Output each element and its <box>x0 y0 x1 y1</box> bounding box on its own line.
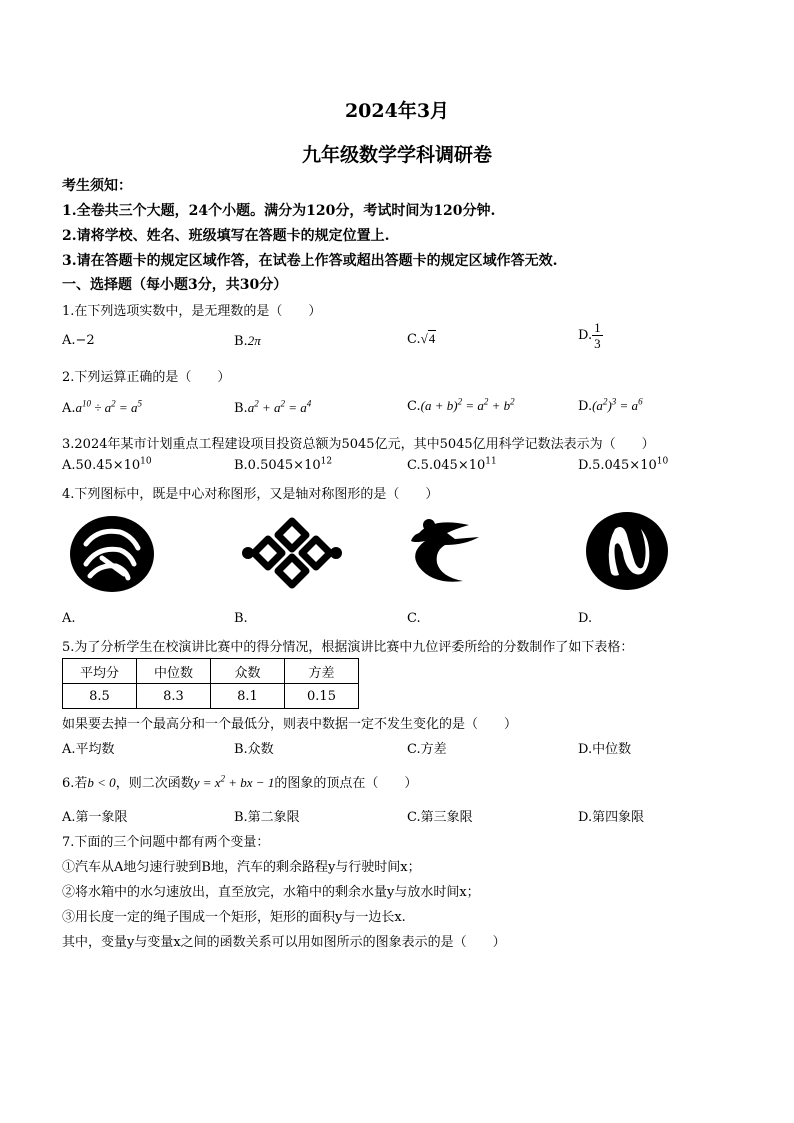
q6-option-a: A.第一象限 <box>62 810 128 825</box>
table-header: 平均分 <box>63 659 137 684</box>
q4-label-b: B. <box>234 611 248 626</box>
q4-stem: 4.下列图标中，既是中心对称图形，又是轴对称图形的是（ ） <box>62 487 439 502</box>
q1-option-d: D. $\frac{1}{3}$ <box>578 320 601 351</box>
table-cell: 8.3 <box>137 684 211 709</box>
q3-option-b: $B.0.5045\times 10^{12}$ <box>234 456 333 473</box>
q4-label-d: D. <box>578 611 593 626</box>
notice-item-1: 1.全卷共三个大题，24个小题。满分为120分，考试时间为120分钟. <box>62 203 496 219</box>
logo-d-icon <box>585 511 669 591</box>
q3-option-d: $D.5.045\times 10^{10}$ <box>578 456 669 473</box>
notice-heading: 考生须知： <box>62 178 132 194</box>
q2-option-a: $A.a^{10} \div a^2 = a^5$ <box>62 398 142 416</box>
score-table <box>62 658 359 709</box>
q7-question: 其中，变量y与变量x之间的函数关系可以用如图所示的图象表示的是（ ） <box>62 935 506 950</box>
q5-stem: 5.为了分析学生在校演讲比赛中的得分情况，根据演讲比赛中九位评委所给的分数制作了如下表格： <box>62 640 634 655</box>
q2-option-c: $C.(a + b)^2 = a^2 + b^2$ <box>407 396 515 414</box>
table-header: 方差 <box>285 659 359 684</box>
logo-a-icon <box>68 514 156 594</box>
q6-option-b: B.第二象限 <box>234 810 300 825</box>
notice-item-2: 2.请将学校、姓名、班级填写在答题卡的规定位置上. <box>62 228 390 244</box>
q2-option-b: $B.a^2 + a^2 = a^4$ <box>234 398 312 416</box>
q2-option-d: $D.(a^2)^3 = a^6$ <box>578 396 643 414</box>
q7-item-1: ①汽车从A地匀速行驶到B地，汽车的剩余路程y与行驶时间x； <box>62 860 421 875</box>
q1-option-c: C.√4 <box>407 331 436 347</box>
exam-title: 九年级数学学科调研卷 <box>301 144 492 166</box>
q5-follow: 如果要去掉一个最高分和一个最低分，则表中数据一定不发生变化的是（ ） <box>62 717 518 732</box>
table-header: 众数 <box>211 659 285 684</box>
q1-stem: 1.在下列选项实数中，是无理数的是（ ） <box>62 304 322 319</box>
table-cell: 8.5 <box>63 684 137 709</box>
q6-option-c: C.第三象限 <box>407 810 473 825</box>
q7-item-2: ②将水箱中的水匀速放出，直至放完，水箱中的剩余水量y与放水时间x； <box>62 885 480 900</box>
q5-option-c: C.方差 <box>407 742 447 757</box>
q4-label-a: A. <box>62 611 76 626</box>
exam-date: 2024年3月 <box>344 100 450 122</box>
q3-option-c: $C.5.045\times 10^{11}$ <box>407 456 497 473</box>
table-cell: 0.15 <box>285 684 359 709</box>
q7-stem: 7.下面的三个问题中都有两个变量： <box>62 835 270 850</box>
q3-stem: 3.2024年某市计划重点工程建设项目投资总额为5045亿元，其中5045亿用科学记数法表示为（ ） <box>62 437 655 452</box>
logo-c-icon <box>405 515 483 585</box>
q6-stem: 6.若b < 0，则二次函数$y = x^2$ + bx − 1的图象的顶点在（ ） <box>62 773 418 791</box>
q3-option-a: $A.50.45\times 10^{10}$ <box>62 456 152 473</box>
table-header: 中位数 <box>137 659 211 684</box>
q1-option-a: A.−2 <box>62 333 95 348</box>
q1-option-b: B.2π <box>234 333 261 349</box>
q2-stem: 2.下列运算正确的是（ ） <box>62 370 231 385</box>
q5-option-b: B.众数 <box>234 742 274 757</box>
table-cell: 8.1 <box>211 684 285 709</box>
notice-item-3: 3.请在答题卡的规定区域作答，在试卷上作答或超出答题卡的规定区域作答无效. <box>62 253 558 269</box>
section-title: 一、选择题（每小题3分，共30分） <box>62 277 288 293</box>
q6-option-d: D.第四象限 <box>578 810 645 825</box>
q4-label-c: C. <box>407 611 421 626</box>
q5-option-a: A.平均数 <box>62 742 115 757</box>
q7-item-3: ③用长度一定的绳子围成一个矩形，矩形的面积y与一边长x. <box>62 910 406 925</box>
logo-b-icon <box>240 515 344 591</box>
q5-option-d: D.中位数 <box>578 742 632 757</box>
